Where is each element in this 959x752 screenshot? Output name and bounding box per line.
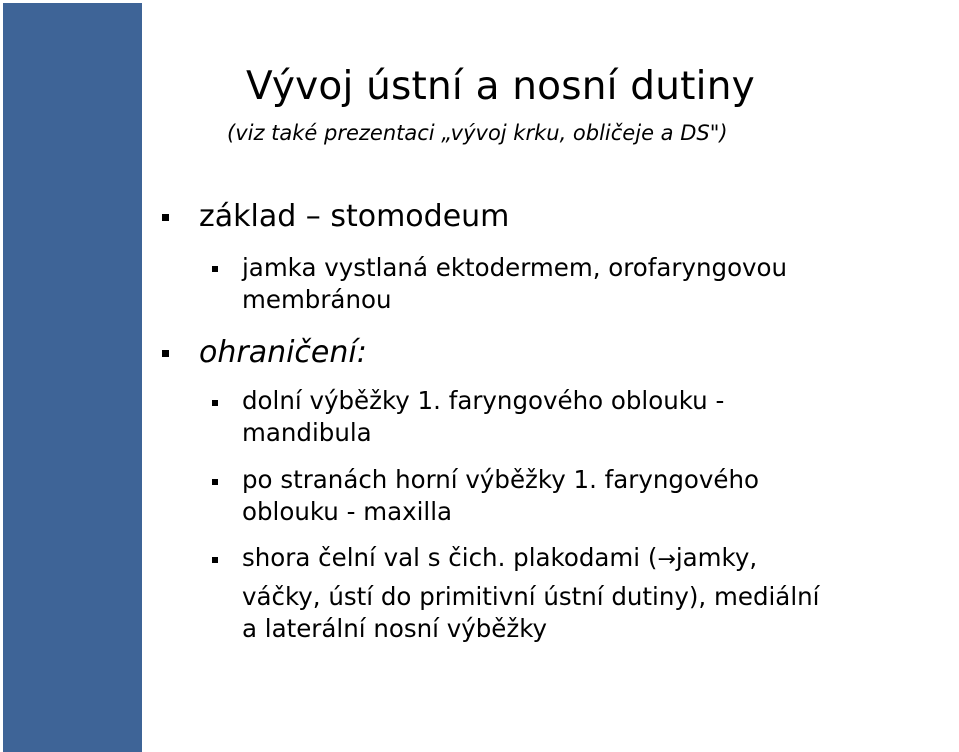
sub-bullet-text-line: a laterální nosní výběžky	[242, 614, 548, 643]
sub-bullet-text-line: membránou	[242, 285, 392, 314]
sub-bullet-square-icon	[212, 400, 218, 406]
sub-bullet-text-line: oblouku - maxilla	[242, 497, 453, 526]
sub-bullet-text-line	[242, 542, 757, 576]
sub-bullet-square-icon	[212, 266, 218, 272]
bullet-square-icon	[162, 214, 169, 221]
sub-bullet-text-line: dolní výběžky 1. faryngového oblouku -	[242, 386, 725, 415]
side-accent-bar-fill	[3, 3, 142, 752]
side-accent-bar	[0, 0, 142, 752]
bullet-text: ohraničení:	[199, 335, 367, 370]
sub-bullet-text-line: mandibula	[242, 418, 372, 447]
slide-subtitle: (viz také prezentaci „vývoj krku, obličeje a DS")	[227, 121, 728, 145]
sub-bullet-text-line: jamka vystlaná ektodermem, orofaryngovou	[242, 253, 788, 282]
sub-bullet-square-icon	[212, 557, 218, 563]
bullet-square-icon	[162, 350, 169, 357]
text-before-arrow: shora čelní val s čich. plakodami (	[242, 543, 658, 572]
sub-bullet-square-icon	[212, 479, 218, 485]
sub-bullet-text-line: váčky, ústí do primitivní ústní dutiny), mediální	[242, 582, 820, 611]
text-after-arrow: jamky,	[675, 543, 758, 572]
sub-bullet-text-line: po stranách horní výběžky 1. faryngového	[242, 465, 760, 494]
right-arrow-icon: →	[657, 547, 676, 572]
slide-title: Vývoj ústní a nosní dutiny	[246, 64, 755, 109]
bullet-text: základ – stomodeum	[199, 199, 510, 234]
